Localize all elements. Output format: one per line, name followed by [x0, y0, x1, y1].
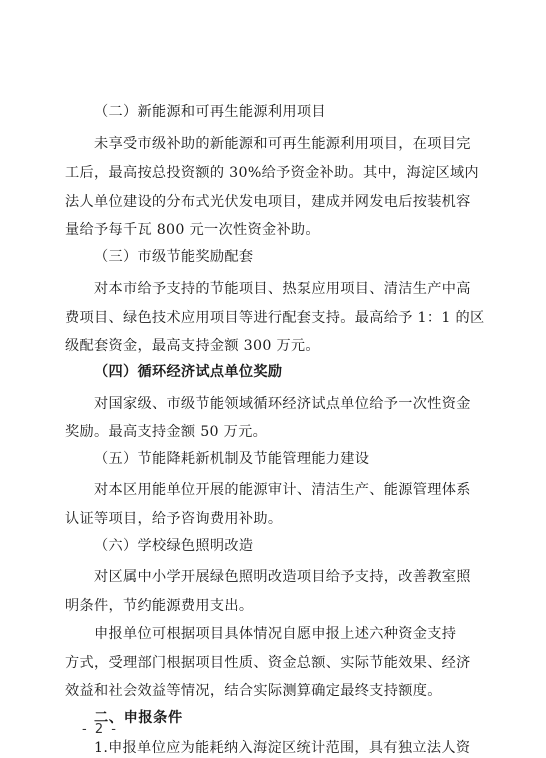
paragraph-line: 对区属中小学开展绿色照明改造项目给予支持，改善教室照	[94, 569, 471, 585]
paragraph-line: 对本区用能单位开展的能源审计、清洁生产、能源管理体系	[94, 482, 471, 498]
section-heading-2: （二）新能源和可再生能源利用项目	[94, 104, 326, 120]
paragraph-line: 1.申报单位应为能耗纳入海淀区统计范围，具有独立法人资	[94, 740, 471, 756]
section-heading-5: （五）节能降耗新机制及节能管理能力建设	[94, 451, 370, 467]
paragraph-line: 认证等项目，给予咨询费用补助。	[65, 511, 283, 527]
paragraph-line: 对本市给予支持的节能项目、热泵应用项目、清洁生产中高	[94, 281, 471, 297]
paragraph-line: 费项目、绿色技术应用项目等进行配套支持。最高给予 1：1 的区	[65, 310, 485, 326]
paragraph-line: 奖励。最高支持金额 50 万元。	[65, 424, 268, 440]
paragraph-line: 效益和社会效益等情况，结合实际测算确定最终支持额度。	[65, 683, 442, 699]
paragraph-line: 申报单位可根据项目具体情况自愿申报上述六种资金支持	[94, 626, 457, 642]
page-number: - 2 -	[82, 722, 118, 737]
paragraph-line: 对国家级、市级节能领域循环经济试点单位给予一次性资金	[94, 396, 471, 412]
paragraph-line: 明条件，节约能源费用支出。	[65, 598, 254, 614]
section-heading-4: （四）循环经济试点单位奖励	[94, 364, 283, 380]
paragraph-line: 未享受市级补助的新能源和可再生能源利用项目，在项目完	[94, 136, 471, 152]
section-heading-3: （三）市级节能奖励配套	[94, 249, 254, 265]
paragraph-line: 法人单位建设的分布式光伏发电项目，建成并网发电后按装机容	[65, 194, 471, 210]
paragraph-line: 工后，最高按总投资额的 30%给予资金补助。其中，海淀区域内	[65, 165, 479, 181]
paragraph-line: 方式，受理部门根据项目性质、资金总额、实际节能效果、经济	[65, 655, 471, 671]
section-heading-6: （六）学校绿色照明改造	[94, 538, 254, 554]
paragraph-line: 量给予每千瓦 800 元一次性资金补助。	[65, 222, 320, 238]
paragraph-line: 级配套资金，最高支持金额 300 万元。	[65, 338, 320, 354]
part-heading: 二、申报条件	[94, 710, 183, 726]
